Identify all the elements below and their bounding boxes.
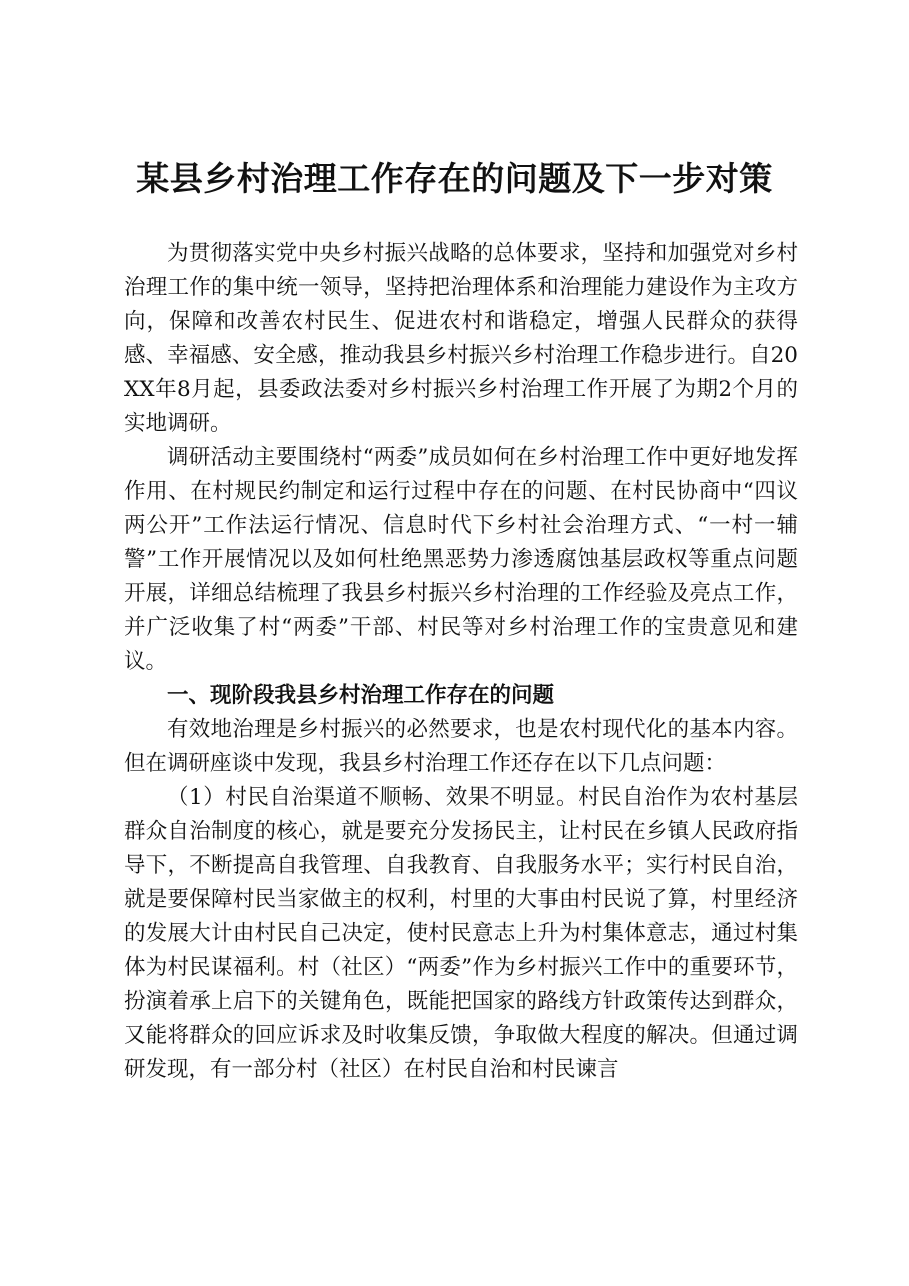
- section-heading-1: 一、现阶段我县乡村治理工作存在的问题: [167, 683, 555, 708]
- intro-paragraph-2: 调研活动主要围绕村“两委”成员如何在乡村治理工作中更好地发挥作用、在村规民约制定和运行过程中存在的问题、在村民协商中“四议两公开”工作法运行情况、信息时代下乡村社会治理方式、“一村一辅警”工作开展情况以及如何杜绝黑恶势力渗透腐蚀基层政权等重点问题开展，详细总结梳理了我县乡村振兴乡村治理的工作经验及亮点工作，并广泛收集了村“两委”干部、村民等对乡村治理工作的宝贵意见和建议。: [124, 445, 798, 674]
- section1-paragraph-1: 有效地治理是乡村振兴的必然要求，也是农村现代化的基本内容。但在调研座谈中发现，我县乡村治理工作还存在以下几点问题：: [124, 717, 798, 776]
- document-title: 某县乡村治理工作存在的问题及下一步对策: [136, 159, 773, 198]
- intro-paragraph-1: 为贯彻落实党中央乡村振兴战略的总体要求，坚持和加强党对乡村治理工作的集中统一领导，坚持把治理体系和治理能力建设作为主攻方向，保障和改善农村民生、促进农村和谐稳定，增强人民群众的获得感、幸福感、安全感，推动我县乡村振兴乡村治理工作稳步进行。自20XX年8月起，县委政法委对乡村振兴乡村治理工作开展了为期2个月的实地调研。: [124, 241, 798, 436]
- section1-paragraph-2: （1）村民自治渠道不顺畅、效果不明显。村民自治作为农村基层群众自治制度的核心，就是要充分发扬民主，让村民在乡镇人民政府指导下，不断提高自我管理、自我教育、自我服务水平；实行村民自治，就是要保障村民当家做主的权利，村里的大事由村民说了算，村里经济的发展大计由村民自己决定，使村民意志上升为村集体意志，通过村集体为村民谋福利。村（社区）“两委”作为乡村振兴工作中的重要环节，扮演着承上启下的关键角色，既能把国家的路线方针政策传达到群众，又能将群众的回应诉求及时收集反馈，争取做大程度的解决。但通过调研发现，有一部分村（社区）在村民自治和村民谏言: [124, 785, 798, 1082]
- document-body: [124, 237, 798, 1087]
